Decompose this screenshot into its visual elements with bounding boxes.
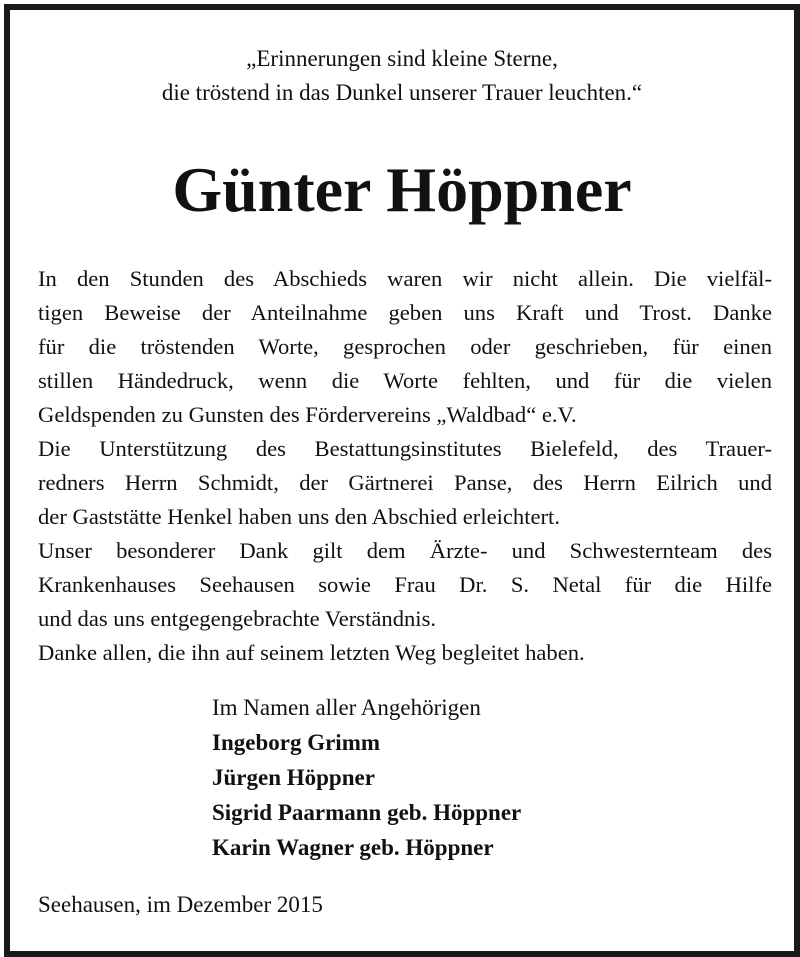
- text-line: Krankenhauses Seehausen sowie Frau Dr. S. Netal für die Hilfe: [38, 572, 772, 597]
- mourners-signature: [212, 690, 521, 865]
- thank-you-text: [38, 262, 772, 670]
- text-line: Die Unterstützung des Bestattungsinstitutes Bielefeld, des Trauer-: [38, 436, 772, 461]
- notice-frame: [4, 4, 800, 957]
- mourner-name: Karin Wagner geb. Höppner: [212, 835, 494, 860]
- deceased-name: Günter Höppner: [172, 154, 632, 225]
- text-line: Unser besonderer Dank gilt dem Ärzte- und Schwesternteam des: [38, 538, 772, 563]
- place-and-date: Seehausen, im Dezember 2015: [38, 892, 323, 917]
- text-line: Geldspenden zu Gunsten des Fördervereins „Waldbad“ e.V.: [38, 402, 577, 427]
- quote-line: „Erinnerungen sind kleine Sterne,: [246, 46, 558, 71]
- text-line: tigen Beweise der Anteilnahme geben uns Kraft und Trost. Danke: [38, 300, 772, 325]
- mourner-name: Sigrid Paarmann geb. Höppner: [212, 800, 522, 825]
- text-line: der Gaststätte Henkel haben uns den Abschied erleichtert.: [38, 504, 560, 529]
- epigraph-quote: [10, 42, 794, 110]
- text-line: für die tröstenden Worte, gesprochen oder geschrieben, für einen: [38, 334, 772, 359]
- text-line: redners Herrn Schmidt, der Gärtnerei Panse, des Herrn Eilrich und: [38, 470, 772, 495]
- text-line: In den Stunden des Abschieds waren wir nicht allein. Die vielfäl-: [38, 266, 772, 291]
- text-line: Danke allen, die ihn auf seinem letzten Weg begleitet haben.: [38, 640, 585, 665]
- text-line: und das uns entgegengebrachte Verständnis.: [38, 606, 437, 631]
- mourner-name: Jürgen Höppner: [212, 765, 375, 790]
- signature-intro: Im Namen aller Angehörigen: [212, 695, 481, 720]
- quote-line: die tröstend in das Dunkel unserer Trauer leuchten.“: [161, 80, 643, 105]
- text-line: stillen Händedruck, wenn die Worte fehlten, und für die vielen: [38, 368, 772, 393]
- mourner-name: Ingeborg Grimm: [212, 730, 381, 755]
